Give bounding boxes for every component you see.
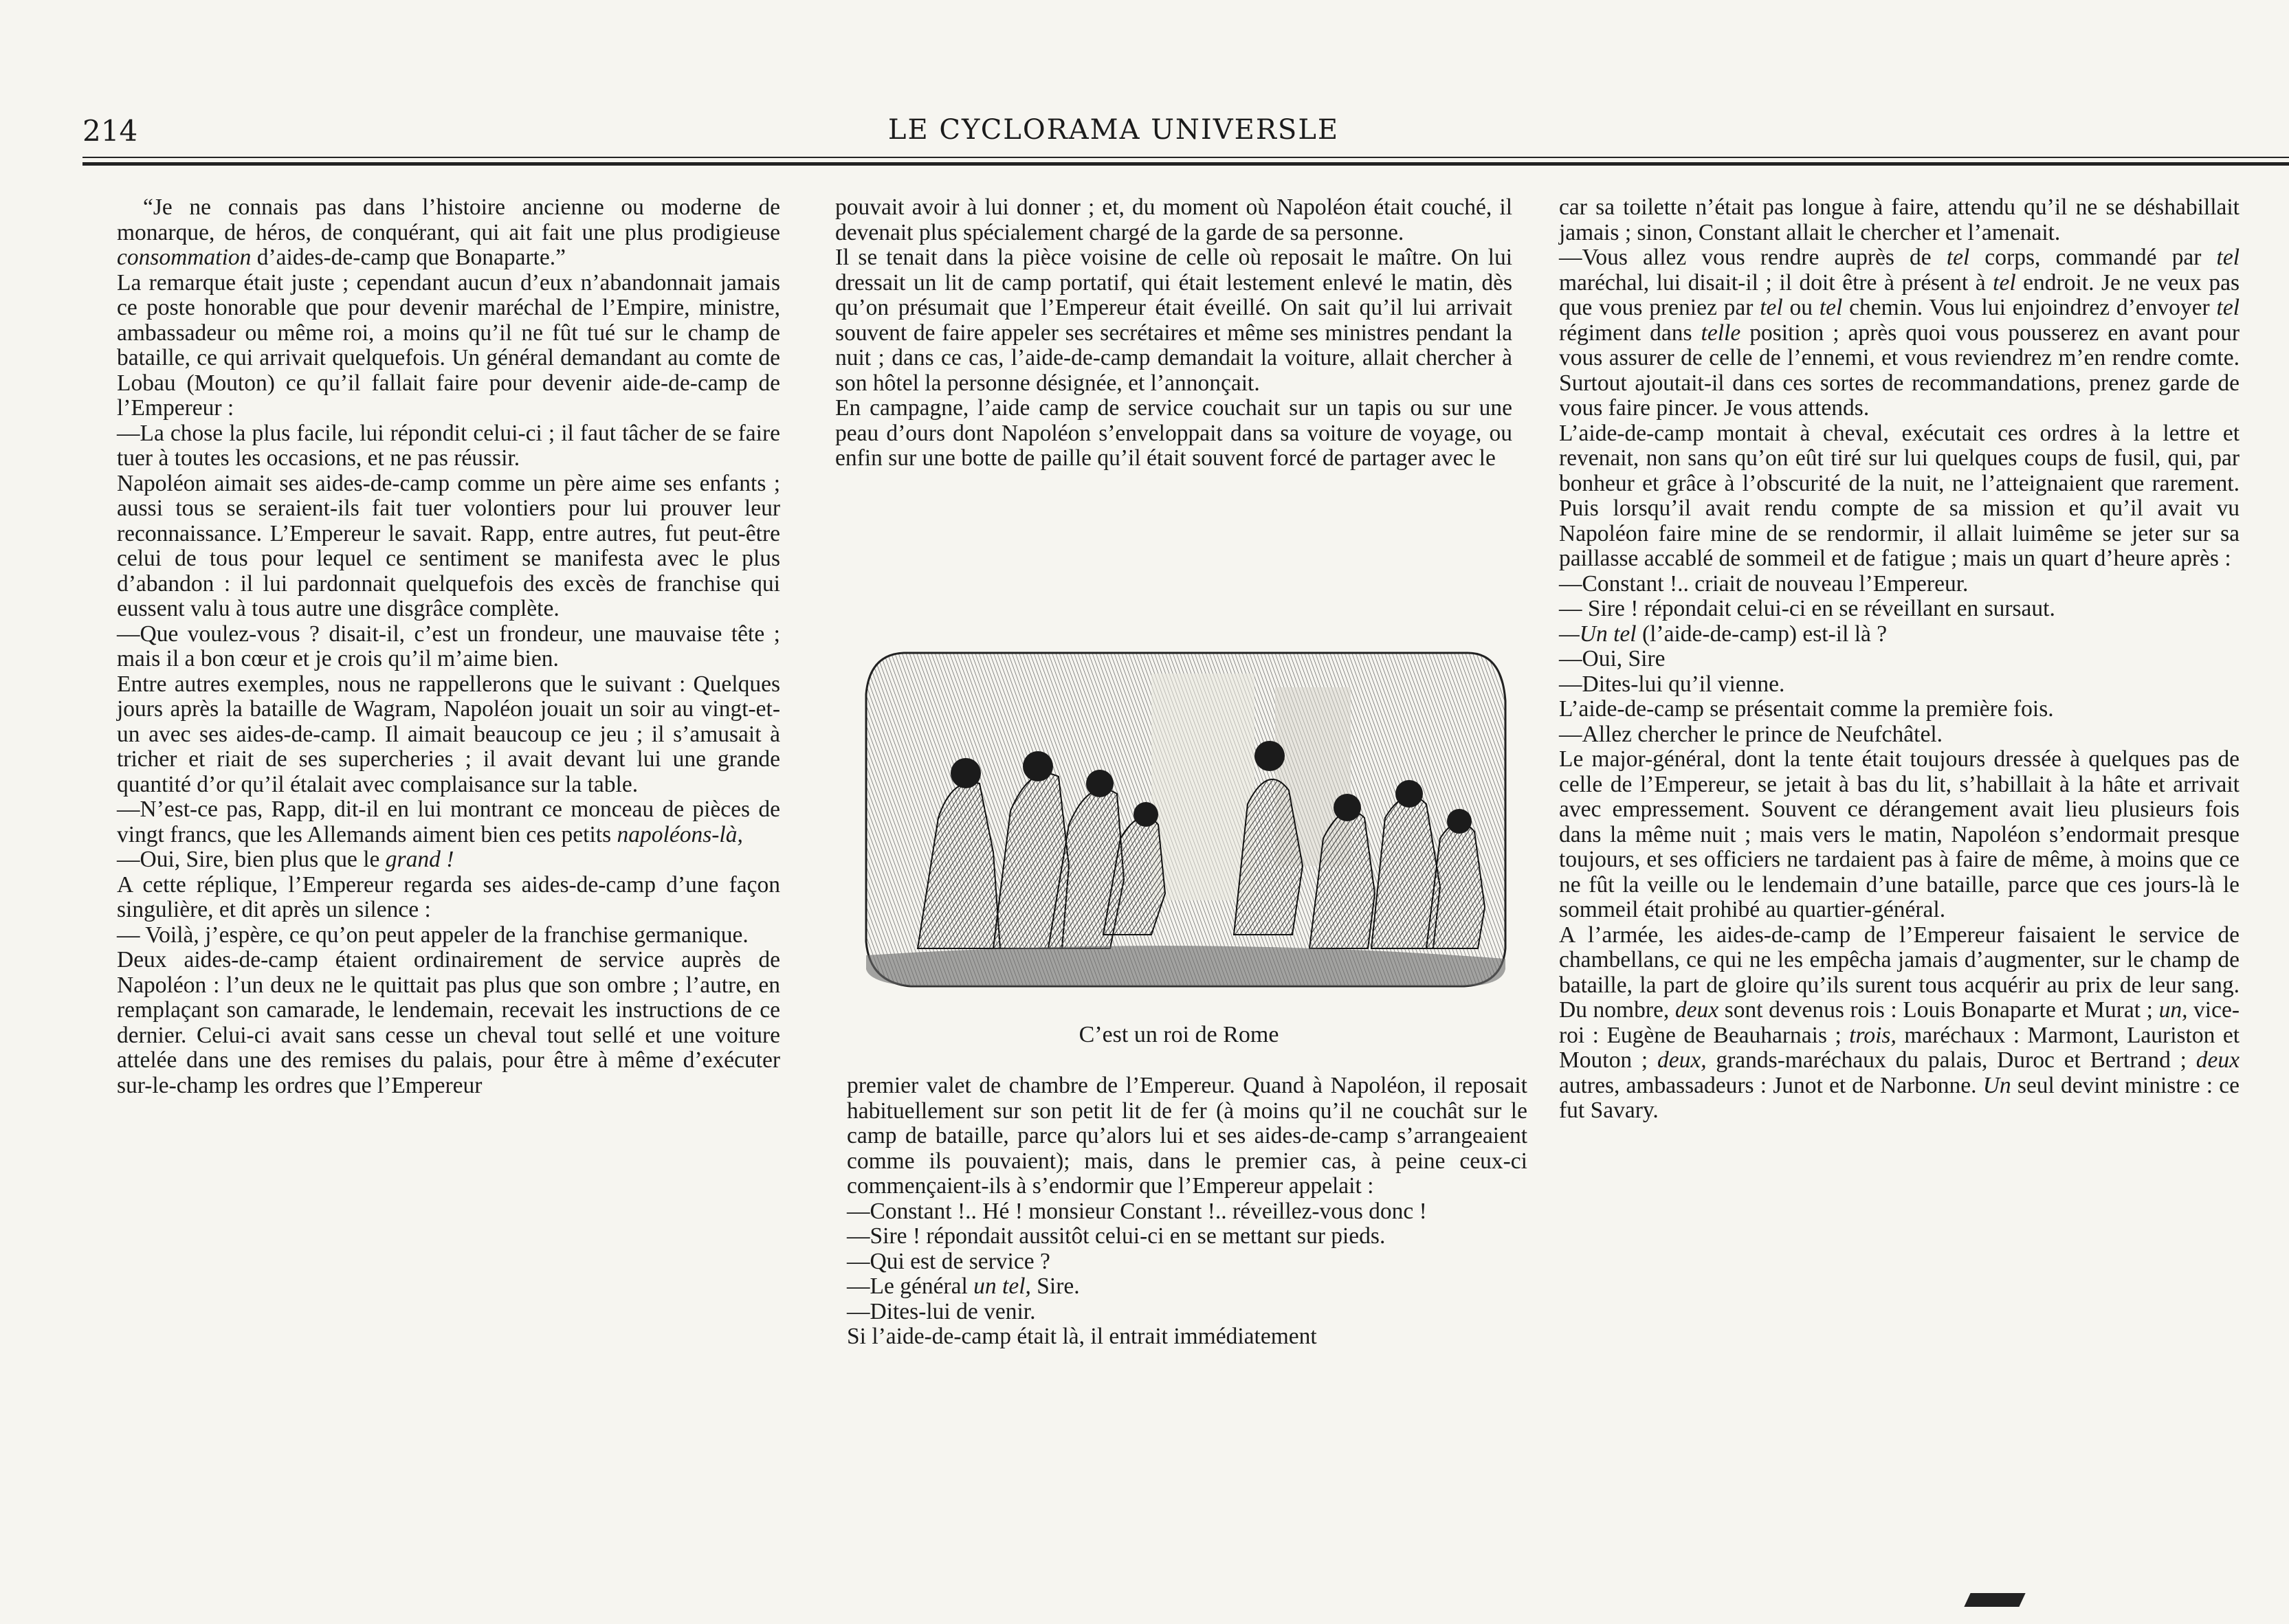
page-number: 214 — [82, 114, 138, 148]
paragraph: —Que voulez-vous ? disait-il, c’est un frondeur, une mauvaise tête ; mais il a bon cœur et je crois qu’il m’aime bien. — [117, 621, 780, 671]
signature-mark — [1964, 1593, 2025, 1607]
engraving-napoleon-scene-icon — [863, 646, 1509, 990]
column-2-top — [835, 195, 1512, 471]
paragraph: La remarque était juste ; cependant aucun d’eux n’abandonnait jamais ce poste honorable que pour devenir maréchal de l’Empire, ministre, ambassadeur ou même roi, a moins qu’il ne fût tué sur le champ de bataille, ce qui arrivait quelquefois. Un général demandant au comte de Lobau (Mouton) ce qu’il fallait faire pour devenir aide-de-camp de l’Empereur : — [117, 269, 780, 421]
paragraph: Deux aides-de-camp étaient ordinairement de service auprès de Napoléon : l’un deux ne le quittait pas plus que son ombre ; l’autre, en remplaçant son camarade, le lendemain, recevait les instructions de ce dernier. Celui-ci avait sans cesse un cheval tout sellé et une voiture attelée dans une des remises du palais, pour être à même d’exécuter sur-le-champ les ordres que l’Empereur — [117, 947, 780, 1098]
header-rule-thick — [82, 162, 2289, 166]
column-1 — [117, 195, 780, 1098]
paragraph: “Je ne connais pas dans l’histoire ancienne ou moderne de monarque, de héros, de conquérant, qui ait fait une plus prodigieuse consommation d’aides-de-camp que Bonaparte.” — [117, 194, 780, 270]
paragraph: —Oui, Sire, bien plus que le grand ! — [117, 847, 454, 872]
paragraph: A l’armée, les aides-de-camp de l’Empereur faisaient le service de chambellans, ce qui ne les empêcha jamais d’augmenter, sur le champ de bataille, la part de gloire qu’ils surent tous acquérir au prix de leur sang. Du nombre, deux sont devenus rois : Louis Bonaparte et Murat ; un, vice-roi : Eugène de Beauharnais ; trois, maréchaux : Marmont, Lauriston et Mouton ; deux, grands-maréchaux du palais, Duroc et Bertrand ; deux autres, ambassadeurs : Junot et de Narbonne. Un seul devint ministre : ce fut Savary. — [1559, 922, 2240, 1123]
column-3 — [1559, 195, 2240, 1124]
paragraph: —Dites-lui qu’il vienne. — [1559, 671, 1785, 697]
paragraph: A cette réplique, l’Empereur regarda ses aides-de-camp d’une façon singulière, et dit après un silence : — [117, 871, 780, 922]
paragraph: —Un tel (l’aide-de-camp) est-il là ? — [1559, 621, 1888, 647]
paragraph: L’aide-de-camp se présentait comme la première fois. — [1559, 696, 2054, 722]
paragraph: —Sire ! répondait aussitôt celui-ci en se mettant sur pieds. — [847, 1223, 1386, 1249]
running-title: LE CYCLORAMA UNIVERSLE — [887, 114, 1340, 146]
column-2-bottom — [847, 1074, 1527, 1350]
paragraph: —Le général un tel, Sire. — [847, 1273, 1080, 1299]
paragraph: —Constant !.. Hé ! monsieur Constant !.. réveillez-vous donc ! — [847, 1198, 1427, 1224]
paragraph: —Vous allez vous rendre auprès de tel corps, commandé par tel maréchal, lui disait-il ; il doit être à présent à tel endroit. Je ne veux pas que vous preniez par tel ou tel chemin. Vous lui enjoindrez d’envoyer tel régiment dans telle position ; après quoi vous pousserez en avant pour vous assurer de celle de l’ennemi, et vous reviendrez m’en rendre comte. Surtout ajoutait-il dans ces sortes de recommandations, prenez garde de vous faire pincer. Je vous attends. — [1559, 245, 2240, 421]
paragraph: Si l’aide-de-camp était là, il entrait immédiatement — [847, 1324, 1317, 1349]
paragraph: —La chose la plus facile, lui répondit celui-ci ; il faut tâcher de se faire tuer à toutes les occasions, et ne pas réussir. — [117, 420, 780, 471]
paragraph: Le major-général, dont la tente était toujours dressée à quelques pas de celle de l’Empereur, se jetait à bas du lit, s’habillait à la hâte et arrivait avec empressement. Souvent ce dérangement avait lieu plusieurs fois dans la même nuit ; mais vers le matin, Napoléon s’endormait presque toujours, et ses officiers ne tardaient pas à faire de même, à moins que ce ne fût la veille ou le lendemain d’une bataille, parce que ces jours-là le sommeil était prohibé au quartier-général. — [1559, 746, 2240, 922]
paragraph: — Voilà, j’espère, ce qu’on peut appeler de la franchise germanique. — [117, 922, 749, 948]
paragraph: —Oui, Sire — [1559, 646, 1666, 671]
paragraph: —Allez chercher le prince de Neufchâtel. — [1559, 721, 1943, 747]
paragraph: —Qui est de service ? — [847, 1248, 1050, 1274]
paragraph: car sa toilette n’était pas longue à faire, attendu qu’il ne se déshabillait jamais ; sinon, Constant allait le chercher et l’amenait. — [1559, 194, 2240, 245]
paragraph: L’aide-de-camp montait à cheval, exécutait ces ordres à la lettre et revenait, non sans qu’on eût tiré sur lui quelques coups de fusil, qui, par bonheur et grâce à l’obscurité de la nuit, ne l’atteignaient que rarement. Puis lorsqu’il avait rendu compte de sa mission et qu’il avait vu Napoléon faire mine de se rendormir, il allait luimême se jeter sur sa paillasse accablé de sommeil et de fatigue ; mais un quart d’heure après : — [1559, 420, 2240, 571]
paragraph: Il se tenait dans la pièce voisine de celle où reposait le maître. On lui dressait un lit de camp portatif, qui était lestement enlevé le matin, dès qu’on présumait que l’Empereur était éveillé. On sait qu’il lui arrivait souvent de faire appeler ses secrétaires et même ses ministres pendant la nuit ; dans ce cas, l’aide-de-camp demandait la voiture, allait chercher à son hôtel la personne désignée, et l’annonçait. — [835, 245, 1512, 396]
paragraph: pouvait avoir à lui donner ; et, du moment où Napoléon était couché, il devenait plus spécialement chargé de la garde de sa personne. — [835, 194, 1512, 245]
paragraph: Napoléon aimait ses aides-de-camp comme un père aime ses enfants ; aussi tous se seraient-ils fait tuer volontiers pour lui prouver leur reconnaissance. L’Empereur le savait. Rapp, entre autres, fut peut-être celui de tous pour lequel ce sentiment se manifesta avec le plus d’abandon : il lui pardonnait quelquefois des excès de franchise qui eussent valu à tous autre une disgrâce complète. — [117, 470, 780, 621]
paragraph: En campagne, l’aide camp de service couchait sur un tapis ou sur une peau d’ours dont Napoléon s’enveloppait dans sa voiture de voyage, ou enfin sur une botte de paille qu’il était souvent forcé de partager avec le — [835, 395, 1512, 471]
header-rule-thin — [82, 157, 2289, 158]
paragraph: Entre autres exemples, nous ne rappellerons que le suivant : Quelques jours après la bataille de Wagram, Napoléon jouait un soir au vingt-et-un avec ses aides-de-camp. Il aimait beaucoup ce jeu ; il s’amusait à tricher et riait de ses supercheries ; il avait devant lui une grande quantité d’or qu’il étalait avec complaisance sur la table. — [117, 671, 780, 797]
paragraph: —N’est-ce pas, Rapp, dit-il en lui montrant ce monceau de pièces de vingt francs, que les Allemands aiment bien ces petits napoléons-là, — [117, 797, 780, 847]
paragraph: — Sire ! répondait celui-ci en se réveillant en sursaut. — [1559, 596, 2055, 621]
paragraph: —Dites-lui de venir. — [847, 1298, 1036, 1324]
page-header — [82, 114, 2145, 155]
paragraph: premier valet de chambre de l’Empereur. Quand à Napoléon, il reposait habituellement sur son petit lit de fer (à moins qu’il ne couchât sur le camp de bataille, parce qu’alors lui et ses aides-de-camp s’arrangeaient comme ils pouvaient); mais, dans le premier cas, à peine ceux-ci commençaient-ils à s’endormir que l’Empereur appelait : — [847, 1073, 1527, 1199]
figure-caption: C’est un roi de Rome — [1079, 1022, 1279, 1047]
paragraph: —Constant !.. criait de nouveau l’Empereur. — [1559, 570, 1969, 597]
engraving-illustration — [863, 646, 1509, 990]
